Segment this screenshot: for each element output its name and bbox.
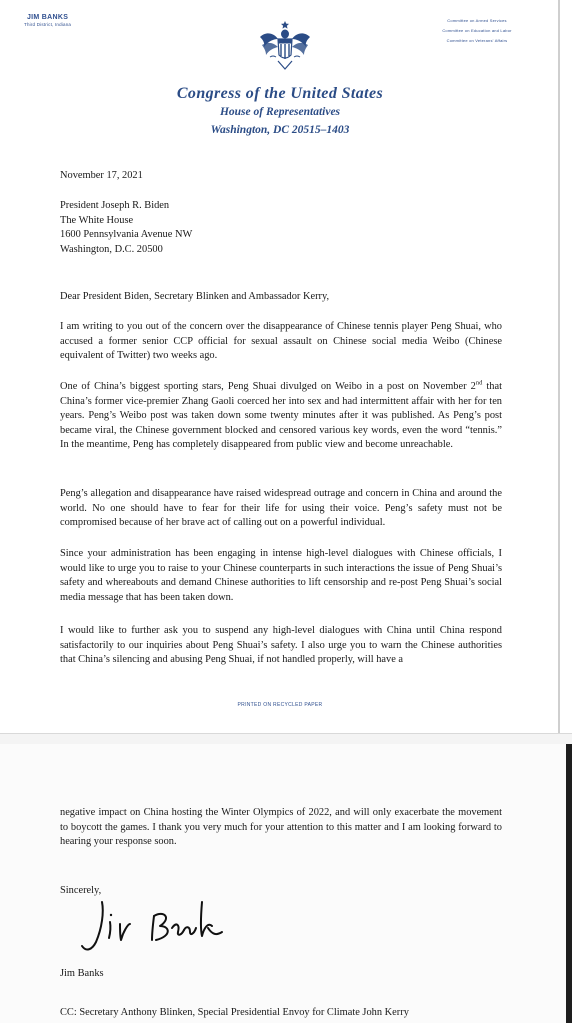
office-address: Washington, DC 20515–1403	[210, 124, 350, 136]
handwritten-signature	[80, 888, 230, 968]
signer-name: Jim Banks	[60, 968, 104, 979]
cc-line: CC: Secretary Anthony Blinken, Special Presidential Envoy for Climate John Kerry	[60, 1007, 409, 1018]
recipient-address	[60, 199, 502, 257]
recycled-paper-note: PRINTED ON RECYCLED PAPER	[237, 702, 323, 708]
committee-item: Committee on Education and Labor	[442, 28, 512, 33]
member-district: Third District, Indiana	[24, 22, 72, 27]
committee-list	[432, 18, 522, 48]
paragraph-5: I would like to further ask you to suspend any high-level dialogues with China until China respond satisfactorily to our inquiries about Peng Shuai’s safety. I also urge you to warn the Chinese authorities that China’s silencing and abusing Peng Shuai, if not handled properly, will have a	[60, 625, 502, 666]
congress-heading: Congress of the United States	[176, 85, 384, 102]
house-heading: House of Representatives	[219, 106, 341, 118]
member-header	[24, 14, 71, 27]
paragraph-6: negative impact on China hosting the Winter Olympics of 2022, and will only exacerbate the movement to boycott the games. I thank you very much for your attention to this matter and I am looking forward to hearing your response soon.	[60, 807, 502, 848]
committee-item: Committee on Veterans' Affairs	[446, 38, 508, 43]
recipient-line: 1600 Pennsylvania Avenue NW	[60, 229, 193, 241]
letter-date: November 17, 2021	[60, 170, 143, 181]
member-name: JIM BANKS	[26, 14, 69, 21]
recipient-line: The White House	[60, 214, 134, 226]
paragraph-2-part: that China’s former vice-premier Zhang Gaoli coerced her into sex and had intermittent affair with her for ten years. Peng’s Weibo post was taken down some twenty minutes after it was published. As Peng’s post became viral, the Chinese government blocked and censored various key words, even the word “tennis.” In the meantime, Peng has completely disappeared from public view and become unreachable.	[60, 381, 502, 451]
great-seal-icon	[256, 17, 314, 75]
paragraph-2	[60, 380, 502, 453]
committee-item: Committee on Armed Services	[447, 18, 507, 23]
paragraph-1: I am writing to you out of the concern over the disappearance of Chinese tennis player Peng Shuai, who accused a former senior CCP official for sexual assault on Chinese social media Weibo (Chinese equivalent of Twitter) two weeks ago.	[60, 321, 502, 362]
paragraph-2-part: One of China’s biggest sporting stars, Peng Shuai divulged on Weibo in a post on November 2	[60, 381, 476, 392]
recipient-line: President Joseph R. Biden	[60, 200, 170, 211]
recipient-line: Washington, D.C. 20500	[60, 243, 163, 255]
salutation: Dear President Biden, Secretary Blinken and Ambassador Kerry,	[60, 291, 330, 302]
paragraph-3: Peng’s allegation and disappearance have raised widespread outrage and concern in China and around the world. No one should have to fear for their life for using their voice. Peng’s safety must not be compromised because of her brave act of calling out on a powerful individual.	[60, 488, 502, 529]
ordinal-suffix: nd	[475, 379, 483, 387]
paragraph-4: Since your administration has been engaging in intense high-level dialogues with Chinese officials, I would like to urge you to raise to your Chinese counterparts in such interactions the issue of Peng Shuai’s safety and whereabouts and demand Chinese authorities to lift censorship and re-post Peng Shuai’s social media message that has been taken down.	[60, 548, 502, 603]
closing: Sincerely,	[60, 885, 102, 896]
